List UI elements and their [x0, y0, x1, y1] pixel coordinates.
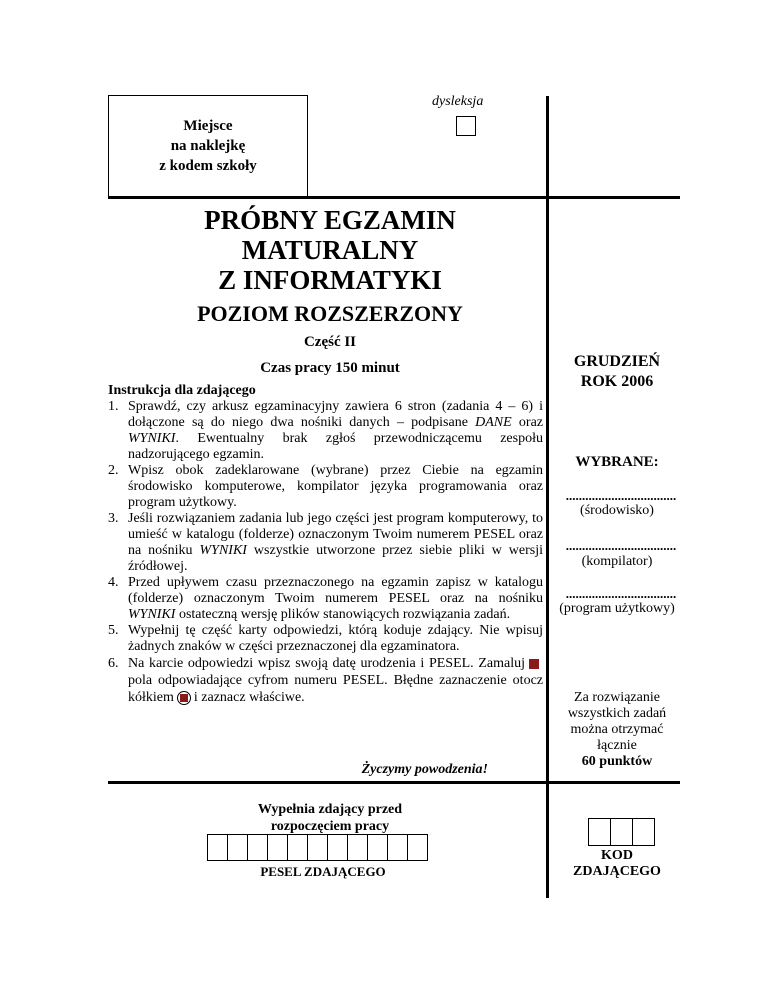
compiler-label: (kompilator) [581, 554, 653, 569]
pesel-digit-box[interactable] [347, 834, 368, 861]
horizontal-divider-bottom [108, 781, 680, 784]
instruction-text: i zaznacz właściwe. [193, 690, 305, 705]
vertical-divider-bottom [546, 781, 549, 898]
instruction-emphasis: WYNIKI [199, 543, 247, 558]
code-digit-box[interactable] [610, 818, 633, 846]
candidate-code-label [552, 848, 682, 880]
instructions-list [108, 399, 543, 706]
instruction-number: 2. [108, 463, 119, 478]
points-line-3: można otrzymać [570, 722, 664, 737]
title-line-3: Z INFORMATYKI [218, 265, 442, 295]
date-month: GRUDZIEŃ [573, 353, 661, 370]
circled-square-icon [177, 691, 191, 705]
date-year: ROK 2006 [580, 373, 654, 390]
horizontal-divider-top [108, 196, 680, 199]
pesel-digit-box[interactable] [367, 834, 388, 861]
pesel-digit-box[interactable] [327, 834, 348, 861]
title-line-2: MATURALNY [241, 235, 419, 265]
instruction-text: . Ewentualny brak zgłoś przewodniczącemu zespołu nadzorującego egzamin. [128, 431, 543, 462]
school-code-sticker-box [108, 95, 308, 197]
instruction-item-3 [108, 511, 543, 575]
instruction-number: 1. [108, 399, 119, 414]
instruction-text: Przed upływem czasu przeznaczonego na egzamin zapisz w katalogu (folderze) oznaczonym Twoim numerem PESEL oraz na nośniku [128, 575, 543, 606]
pesel-digit-box[interactable] [407, 834, 428, 861]
kod-line-2: ZDAJĄCEGO [573, 864, 661, 879]
points-line-2: wszystkich zadań [567, 706, 667, 721]
instruction-number: 3. [108, 511, 119, 526]
vertical-divider-top [546, 96, 549, 199]
exam-level: POZIOM ROZSZERZONY [197, 301, 463, 326]
points-line-4: łącznie [597, 738, 637, 753]
instruction-emphasis: WYNIKI [128, 607, 176, 622]
pesel-digit-box[interactable] [387, 834, 408, 861]
instruction-item-2 [108, 463, 543, 511]
pesel-digit-box[interactable] [207, 834, 228, 861]
sticker-line-2: na naklejkę [170, 138, 246, 154]
pesel-digit-box[interactable] [227, 834, 248, 861]
instruction-text: oraz [511, 415, 544, 430]
dyslexia-checkbox[interactable] [456, 116, 476, 136]
program-label: (program użytkowy) [559, 601, 675, 616]
pesel-label: PESEL ZDAJĄCEGO [260, 864, 386, 879]
pesel-digit-box[interactable] [287, 834, 308, 861]
instruction-emphasis: DANE [475, 415, 512, 430]
good-luck-text: Życzymy powodzenia! [361, 762, 488, 777]
exam-part: Część II [303, 334, 357, 350]
points-line-5: 60 punktów [581, 754, 653, 769]
fill-line-2: rozpoczęciem pracy [270, 819, 390, 834]
sticker-line-3: z kodem szkoły [159, 158, 257, 174]
kod-line-1: KOD [601, 848, 633, 863]
instruction-text: Wypełnij tę część karty odpowiedzi, którą koduje zdający. Nie wpisuj żadnych znaków w części przeznaczonej dla egzaminatora. [128, 623, 543, 654]
environment-label: (środowisko) [580, 503, 654, 518]
code-digit-box[interactable] [588, 818, 611, 846]
instruction-text: Na karcie odpowiedzi wpisz swoją datę urodzenia i PESEL. Zamaluj [128, 656, 525, 671]
pesel-digit-box[interactable] [267, 834, 288, 861]
exam-date [552, 352, 682, 392]
fill-line-1: Wypełnia zdający przed [257, 802, 403, 817]
instruction-text: Jeśli rozwiązaniem zadania lub jego części jest program komputerowy, to umieść w katalogu (folderze) oznaczonym Twoim numerem PESEL oraz na nośniku [128, 511, 543, 558]
instruction-text: ostateczną wersję plików stanowiących rozwiązania zadań. [175, 607, 511, 622]
code-digit-box[interactable] [632, 818, 655, 846]
pesel-digit-box[interactable] [307, 834, 328, 861]
instruction-text: Wpisz obok zadeklarowane (wybrane) przez Ciebie na egzamin środowisko komputerowe, kompilator języka programowania oraz program użytkowy. [128, 463, 543, 510]
filled-square-icon [529, 659, 539, 669]
instruction-number: 6. [108, 656, 119, 671]
sticker-line-1: Miejsce [183, 118, 233, 134]
instruction-text: wszystkie utworzone przez siebie pliki w wersji źródłowej. [128, 543, 543, 574]
dyslexia-label: dysleksja [432, 94, 484, 109]
exam-title [100, 205, 560, 295]
pesel-digit-box[interactable] [247, 834, 268, 861]
title-line-1: PRÓBNY EGZAMIN [204, 205, 456, 235]
exam-time: Czas pracy 150 minut [260, 360, 400, 376]
instructions-title: Instrukcja dla zdającego [108, 383, 256, 398]
instruction-emphasis: WYNIKI [128, 431, 176, 446]
compiler-field[interactable]: .................................. [565, 538, 677, 553]
pesel-input-grid[interactable] [208, 834, 428, 861]
instruction-number: 5. [108, 623, 119, 638]
instruction-number: 4. [108, 575, 119, 590]
fill-instructions [220, 801, 440, 835]
instruction-item-4 [108, 575, 543, 623]
instruction-item-6 [108, 655, 543, 706]
instruction-text: Sprawdź, czy arkusz egzaminacyjny zawiera 6 stron (zadania 4 – 6) i dołączone są do niego dwa nośniki danych – podpisane [128, 399, 543, 430]
instruction-text: pola odpowiadające cyfrom numeru PESEL. Błędne zaznaczenie otocz kółkiem [128, 673, 543, 705]
points-info [552, 690, 682, 770]
environment-field[interactable]: .................................. [565, 488, 677, 503]
candidate-code-grid[interactable] [589, 818, 655, 846]
instruction-item-1 [108, 399, 543, 463]
instruction-item-5 [108, 623, 543, 655]
selected-title: WYBRANE: [575, 454, 659, 470]
points-line-1: Za rozwiązanie [574, 690, 660, 705]
program-field[interactable]: .................................. [565, 586, 677, 601]
